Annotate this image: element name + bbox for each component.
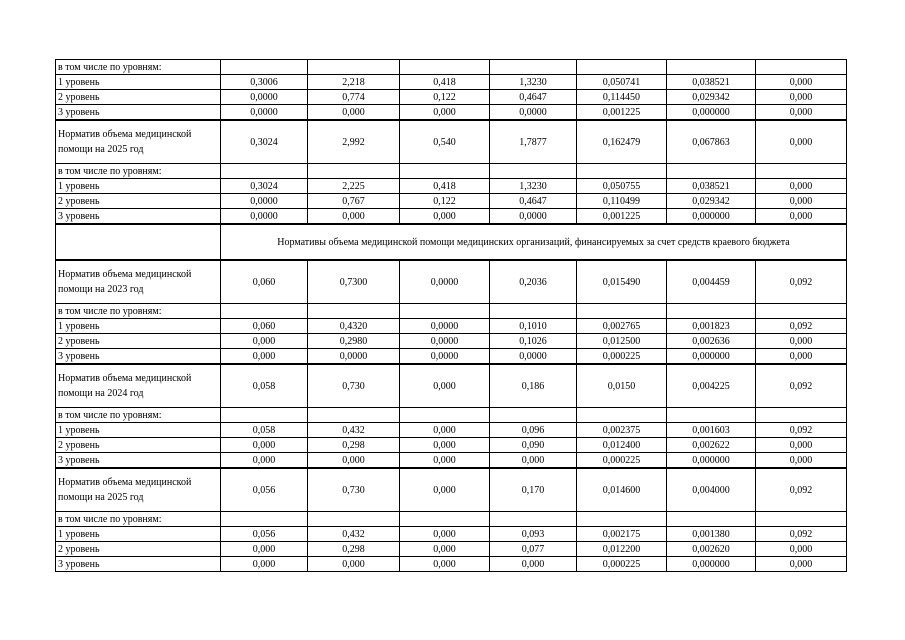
value-cell: 0,000 [756,542,847,557]
row-label: 3 уровень [56,209,221,225]
value-cell [400,304,490,319]
value-cell: 0,1010 [490,319,577,334]
value-cell: 0,298 [308,438,400,453]
value-cell: 0,4320 [308,319,400,334]
value-cell: 0,002636 [667,334,756,349]
row-label: 3 уровень [56,453,221,469]
value-cell: 0,012200 [577,542,667,557]
value-cell: 0,000000 [667,105,756,121]
value-cell: 0,092 [756,260,847,304]
value-cell: 0,114450 [577,90,667,105]
value-cell [756,408,847,423]
value-cell: 0,0000 [490,209,577,225]
sublevel-header-row [56,408,847,423]
level-row [56,527,847,542]
value-cell [490,512,577,527]
value-cell: 0,3024 [221,120,308,164]
value-cell: 0,432 [308,423,400,438]
level-row [56,453,847,469]
row-label: в том числе по уровням: [56,512,221,527]
row-label: 2 уровень [56,334,221,349]
value-cell: 0,000 [400,364,490,408]
value-cell [667,512,756,527]
norms-table [55,59,847,572]
row-label: Норматив объема медицинской помощи на 2024 год [56,364,221,408]
row-label: в том числе по уровням: [56,164,221,179]
value-cell: 0,418 [400,75,490,90]
value-cell: 2,218 [308,75,400,90]
value-cell: 0,012500 [577,334,667,349]
value-cell: 0,000000 [667,453,756,469]
value-cell: 0,000 [308,557,400,572]
row-label: 1 уровень [56,179,221,194]
value-cell: 0,000 [400,527,490,542]
value-cell: 0,0000 [221,105,308,121]
level-row [56,557,847,572]
value-cell: 0,000 [756,557,847,572]
value-cell: 0,000 [400,468,490,512]
value-cell: 0,000 [490,453,577,469]
value-cell: 0,000 [756,349,847,365]
value-cell: 0,000 [221,438,308,453]
value-cell [308,512,400,527]
value-cell [400,164,490,179]
value-cell: 0,0000 [221,194,308,209]
row-label: 1 уровень [56,423,221,438]
value-cell [667,304,756,319]
value-cell: 0,002765 [577,319,667,334]
value-cell: 0,2036 [490,260,577,304]
value-cell: 0,122 [400,90,490,105]
value-cell: 0,000 [400,209,490,225]
value-cell: 0,000 [756,334,847,349]
value-cell: 0,000 [221,542,308,557]
level-row [56,105,847,121]
value-cell: 0,4647 [490,90,577,105]
level-row [56,179,847,194]
value-cell: 0,000 [400,438,490,453]
value-cell: 0,000 [221,349,308,365]
value-cell: 0,000 [308,105,400,121]
row-label: Норматив объема медицинской помощи на 2025 год [56,468,221,512]
value-cell: 0,060 [221,319,308,334]
value-cell: 0,122 [400,194,490,209]
table-body [56,60,847,572]
value-cell: 0,056 [221,468,308,512]
value-cell: 0,000 [221,557,308,572]
value-cell: 0,767 [308,194,400,209]
value-cell: 0,029342 [667,90,756,105]
value-cell: 0,012400 [577,438,667,453]
value-cell: 0,093 [490,527,577,542]
value-cell: 0,002375 [577,423,667,438]
value-cell: 0,3024 [221,179,308,194]
value-cell: 0,000 [221,453,308,469]
level-row [56,334,847,349]
value-cell: 0,000225 [577,349,667,365]
value-cell: 0,0000 [400,260,490,304]
value-cell: 0,540 [400,120,490,164]
value-cell: 0,000 [400,423,490,438]
value-cell [308,304,400,319]
value-cell: 0,096 [490,423,577,438]
value-cell: 0,298 [308,542,400,557]
value-cell: 0,2980 [308,334,400,349]
value-cell: 0,090 [490,438,577,453]
value-cell: 0,004000 [667,468,756,512]
normative-row [56,468,847,512]
value-cell: 0,730 [308,468,400,512]
value-cell: 0,002622 [667,438,756,453]
value-cell: 0,050741 [577,75,667,90]
value-cell [308,60,400,75]
value-cell: 0,3006 [221,75,308,90]
value-cell: 0,001225 [577,209,667,225]
value-cell [308,164,400,179]
value-cell: 0,000 [400,453,490,469]
value-cell: 0,077 [490,542,577,557]
value-cell: 0,186 [490,364,577,408]
sublevel-header-row [56,512,847,527]
value-cell: 0,000 [308,209,400,225]
row-label: 2 уровень [56,90,221,105]
value-cell [221,408,308,423]
row-label: 3 уровень [56,105,221,121]
value-cell: 0,730 [308,364,400,408]
value-cell [667,408,756,423]
value-cell [667,60,756,75]
value-cell: 0,432 [308,527,400,542]
value-cell: 0,000000 [667,349,756,365]
row-label: 1 уровень [56,319,221,334]
value-cell: 0,000 [400,542,490,557]
value-cell [756,60,847,75]
value-cell [577,304,667,319]
value-cell: 0,0000 [400,349,490,365]
row-label: 2 уровень [56,438,221,453]
value-cell [577,164,667,179]
value-cell: 0,000 [756,453,847,469]
value-cell: 0,056 [221,527,308,542]
row-label [56,224,221,260]
level-row [56,209,847,225]
value-cell: 0,0000 [490,349,577,365]
value-cell: 0,0000 [400,334,490,349]
value-cell: 0,000 [756,194,847,209]
value-cell [490,408,577,423]
value-cell: 0,060 [221,260,308,304]
value-cell [221,304,308,319]
value-cell [400,408,490,423]
normative-row [56,364,847,408]
value-cell [577,408,667,423]
value-cell: 0,058 [221,364,308,408]
value-cell: 0,000 [756,209,847,225]
value-cell: 0,0000 [308,349,400,365]
sublevel-header-row [56,304,847,319]
value-cell: 0,000 [756,120,847,164]
value-cell: 0,7300 [308,260,400,304]
value-cell [221,164,308,179]
level-row [56,75,847,90]
value-cell [756,304,847,319]
value-cell [490,304,577,319]
value-cell: 0,170 [490,468,577,512]
level-row [56,194,847,209]
row-label: 1 уровень [56,527,221,542]
value-cell: 0,014600 [577,468,667,512]
value-cell: 0,092 [756,468,847,512]
value-cell: 2,992 [308,120,400,164]
level-row [56,319,847,334]
value-cell: 1,7877 [490,120,577,164]
value-cell: 0,001823 [667,319,756,334]
value-cell: 0,002620 [667,542,756,557]
row-label: 2 уровень [56,194,221,209]
value-cell: 0,000 [490,557,577,572]
value-cell: 0,110499 [577,194,667,209]
value-cell: 0,000 [756,438,847,453]
value-cell: 0,000 [308,453,400,469]
value-cell: 0,418 [400,179,490,194]
value-cell: 0,000 [756,75,847,90]
value-cell: 0,029342 [667,194,756,209]
section-banner-text: Нормативы объема медицинской помощи медицинских организаций, финансируемых за счет средств краевого бюджета [221,224,847,260]
value-cell: 0,038521 [667,179,756,194]
sublevel-header-row [56,60,847,75]
normative-row [56,260,847,304]
value-cell: 0,000 [400,557,490,572]
level-row [56,438,847,453]
value-cell [308,408,400,423]
value-cell [667,164,756,179]
section-banner-row [56,224,847,260]
value-cell: 0,1026 [490,334,577,349]
value-cell: 0,000 [756,90,847,105]
value-cell: 0,092 [756,319,847,334]
value-cell: 0,0000 [221,90,308,105]
level-row [56,349,847,365]
value-cell: 0,4647 [490,194,577,209]
value-cell [221,512,308,527]
row-label: 1 уровень [56,75,221,90]
value-cell [577,60,667,75]
value-cell: 0,162479 [577,120,667,164]
value-cell: 0,000225 [577,557,667,572]
value-cell [756,512,847,527]
value-cell: 0,038521 [667,75,756,90]
value-cell [221,60,308,75]
level-row [56,542,847,557]
normative-row [56,120,847,164]
value-cell: 0,015490 [577,260,667,304]
value-cell: 0,092 [756,527,847,542]
sublevel-header-row [56,164,847,179]
value-cell: 0,050755 [577,179,667,194]
value-cell: 1,3230 [490,179,577,194]
value-cell: 0,067863 [667,120,756,164]
row-label: в том числе по уровням: [56,304,221,319]
value-cell [400,512,490,527]
value-cell: 0,004459 [667,260,756,304]
row-label: 3 уровень [56,349,221,365]
value-cell: 0,774 [308,90,400,105]
value-cell: 0,092 [756,364,847,408]
value-cell: 0,0000 [490,105,577,121]
value-cell: 1,3230 [490,75,577,90]
value-cell: 0,000225 [577,453,667,469]
value-cell: 0,001603 [667,423,756,438]
value-cell: 0,058 [221,423,308,438]
value-cell: 0,000 [221,334,308,349]
value-cell [400,60,490,75]
row-label: Норматив объема медицинской помощи на 2023 год [56,260,221,304]
value-cell [490,164,577,179]
level-row [56,90,847,105]
row-label: в том числе по уровням: [56,408,221,423]
row-label: в том числе по уровням: [56,60,221,75]
value-cell: 0,001225 [577,105,667,121]
value-cell: 0,0000 [221,209,308,225]
value-cell: 2,225 [308,179,400,194]
value-cell [756,164,847,179]
value-cell: 0,000000 [667,557,756,572]
value-cell: 0,000 [756,105,847,121]
value-cell [490,60,577,75]
value-cell: 0,001380 [667,527,756,542]
level-row [56,423,847,438]
row-label: 3 уровень [56,557,221,572]
row-label: Норматив объема медицинской помощи на 2025 год [56,120,221,164]
value-cell: 0,000 [756,179,847,194]
value-cell: 0,092 [756,423,847,438]
value-cell: 0,000000 [667,209,756,225]
value-cell: 0,004225 [667,364,756,408]
value-cell: 0,002175 [577,527,667,542]
value-cell [577,512,667,527]
value-cell: 0,0150 [577,364,667,408]
value-cell: 0,000 [400,105,490,121]
value-cell: 0,0000 [400,319,490,334]
row-label: 2 уровень [56,542,221,557]
